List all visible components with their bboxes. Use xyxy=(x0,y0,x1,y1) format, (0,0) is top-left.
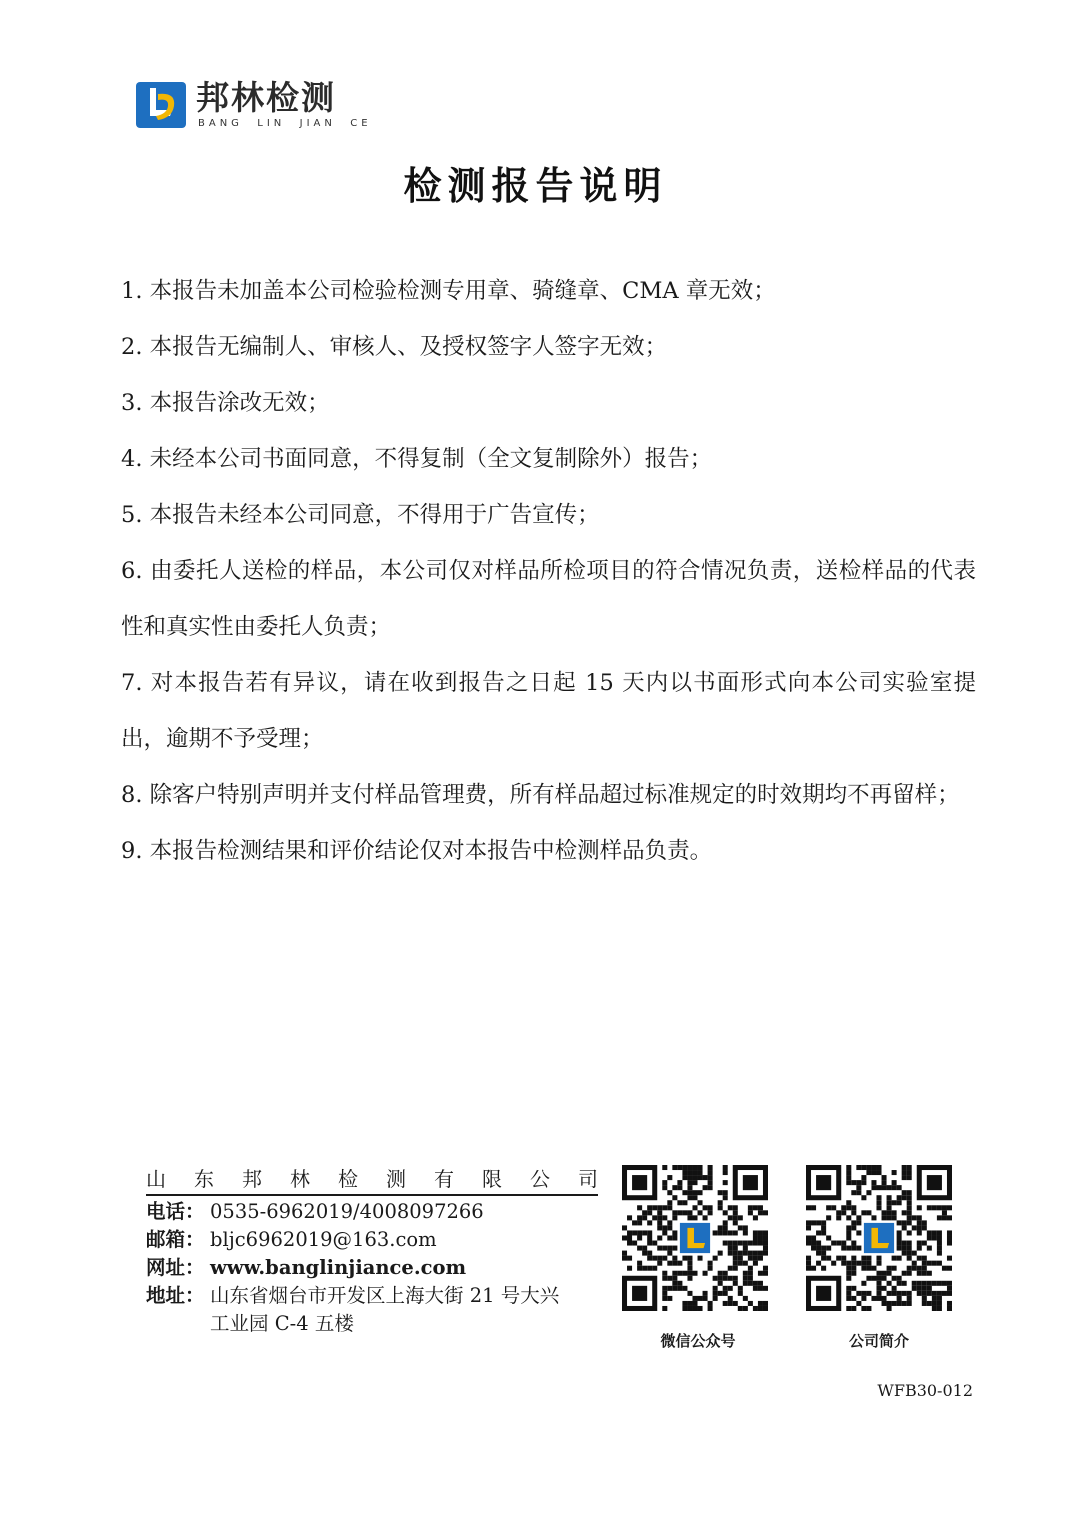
wechat-qr-caption: 微信公众号 xyxy=(660,1332,736,1350)
statement-item: 9. 本报告检测结果和评价结论仅对本报告中检测样品负责。 xyxy=(121,838,713,864)
statement-list xyxy=(121,263,976,879)
company-char: 邦 xyxy=(242,1167,262,1191)
logo-mark-icon xyxy=(136,82,186,128)
contact-info xyxy=(146,1198,606,1338)
address-label: 地址： xyxy=(146,1284,205,1307)
company-char: 检 xyxy=(338,1167,358,1191)
company-intro-qr-code xyxy=(806,1165,952,1311)
statement-item: 7. 对本报告若有异议，请在收到报告之日起 15 天内以书面形式向本公司实验室提出，逾期不予受理； xyxy=(121,670,976,752)
company-char: 东 xyxy=(194,1167,214,1191)
web-value: www.banglinjiance.com xyxy=(210,1256,467,1279)
statement-item: 5. 本报告未经本公司同意，不得用于广告宣传； xyxy=(121,502,600,528)
phone-value: 0535-6962019/4008097266 xyxy=(210,1200,484,1223)
company-char: 公 xyxy=(530,1167,550,1191)
company-intro-qr-caption: 公司简介 xyxy=(848,1332,909,1350)
web-label: 网址： xyxy=(146,1256,205,1279)
wechat-qr-code xyxy=(622,1165,768,1311)
phone-label: 电话： xyxy=(146,1200,205,1223)
email-row xyxy=(146,1226,606,1254)
company-char: 司 xyxy=(578,1167,598,1191)
phone-row xyxy=(146,1198,606,1226)
document-code: WFB30-012 xyxy=(877,1381,973,1400)
logo-subtitle: BANG LIN JIAN CE xyxy=(198,118,372,129)
statement-item: 3. 本报告涂改无效； xyxy=(121,390,330,416)
company-char: 测 xyxy=(386,1167,406,1191)
page-title: 检测报告说明 xyxy=(403,163,668,208)
email-label: 邮箱： xyxy=(146,1228,205,1251)
logo-name: 邦林检测 xyxy=(196,78,336,117)
statement-item: 4. 未经本公司书面同意，不得复制（全文复制除外）报告； xyxy=(121,446,713,472)
address-line-2: 工业园 C-4 五楼 xyxy=(210,1312,354,1335)
company-char: 林 xyxy=(290,1167,310,1191)
address-line-1: 山东省烟台市开发区上海大街 21 号大兴 xyxy=(210,1284,560,1307)
statement-item: 1. 本报告未加盖本公司检验检测专用章、骑缝章、CMA 章无效； xyxy=(121,278,776,304)
statement-item: 6. 由委托人送检的样品，本公司仅对样品所检项目的符合情况负责，送检样品的代表性和真实性由委托人负责； xyxy=(121,558,976,640)
email-value: bljc6962019@163.com xyxy=(210,1228,437,1251)
company-char: 山 xyxy=(146,1167,166,1191)
statement-item: 8. 除客户特别声明并支付样品管理费，所有样品超过标准规定的时效期均不再留样； xyxy=(121,782,960,808)
company-char: 限 xyxy=(482,1167,502,1191)
company-char: 有 xyxy=(434,1167,454,1191)
statement-item: 2. 本报告无编制人、审核人、及授权签字人签字无效； xyxy=(121,334,668,360)
address-row xyxy=(146,1282,606,1310)
company-logo xyxy=(136,78,396,134)
web-row xyxy=(146,1254,606,1282)
footer-company-name xyxy=(146,1163,598,1196)
